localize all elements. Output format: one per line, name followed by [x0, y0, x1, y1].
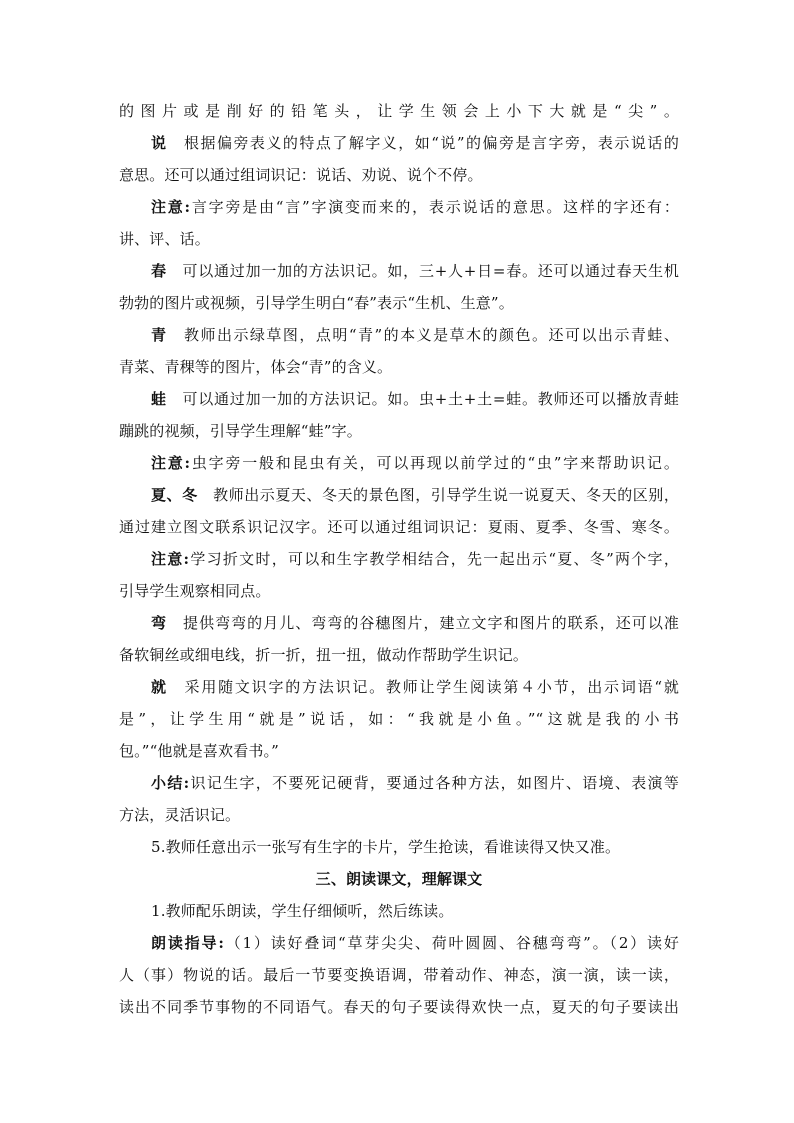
bold-term: 青 [151, 326, 168, 344]
paragraph-line: 就 采用随文识字的方法识记。教师让学生阅读第４小节，出示词语“就 [151, 678, 679, 696]
bold-term: 春 [151, 262, 167, 280]
paragraph-line: 注意:学习折文时，可以和生字教学相结合，先一起出示“夏、冬”两个字， [151, 550, 679, 568]
paragraph-line: 小结:识记生字，不要死记硬背，要通过各种方法，如图片、语境、表演等 [151, 774, 679, 792]
bold-term: 注意: [151, 198, 191, 216]
bold-term: 朗读指导: [151, 934, 225, 952]
section-heading: 三、朗读课文，理解课文 [315, 870, 483, 888]
paragraph-line: 夏、冬 教师出示夏天、冬天的景色图，引导学生说一说夏天、冬天的区别， [151, 486, 679, 504]
paragraph-line: 意思。还可以通过组词识记：说话、劝说、说个不停。 [119, 166, 483, 184]
paragraph-line: 人（事）物说的话。最后一节要变换语调，带着动作、神态，演一演，读一读， [119, 966, 679, 984]
bold-term: 蛙 [151, 390, 167, 408]
paragraph-line: 包。”“他就是喜欢看书。” [119, 742, 279, 760]
paragraph-line: 勃勃的图片或视频，引导学生明白“春”表示“生机、生意”。 [119, 294, 514, 312]
bold-term: 夏、冬 [151, 486, 198, 504]
paragraph-line: 朗读指导:（1）读好叠词“草芽尖尖、荷叶圆圆、谷穗弯弯”。（2）读好 [151, 934, 679, 952]
paragraph-line: 通过建立图文联系识记汉字。还可以通过组词识记：夏雨、夏季、冬雪、寒冬。 [119, 518, 679, 536]
paragraph-line: 读出不同季节事物的不同语气。春天的句子要读得欢快一点，夏天的句子要读出 [119, 998, 679, 1016]
paragraph-line: 是”，让学生用“就是”说话，如：“我就是小鱼。”“这就是我的小书 [119, 710, 679, 728]
paragraph-line: 方法，灵活识记。 [119, 806, 241, 824]
paragraph-line: 引导学生观察相同点。 [119, 582, 271, 600]
paragraph-line: 青 教师出示绿草图，点明“青”的本义是草木的颜色。还可以出示青蛙、 [151, 326, 679, 344]
bold-term: 就 [151, 678, 168, 696]
paragraph-line: 讲、评、话。 [119, 230, 210, 248]
paragraph-line: 的图片或是削好的铅笔头，让学生领会上小下大就是“尖”。 [119, 102, 679, 120]
paragraph-line: 说 根据偏旁表义的特点了解字义，如“说”的偏旁是言字旁，表示说话的 [151, 134, 679, 152]
paragraph-line: 注意:言字旁是由“言”字演变而来的，表示说话的意思。这样的字还有： [151, 198, 679, 216]
bold-term: 说 [151, 134, 168, 152]
paragraph-line: 春 可以通过加一加的方法识记。如，三+人+日=春。还可以通过春天生机 [151, 262, 679, 280]
bold-term: 小结: [151, 774, 190, 792]
paragraph-line: 备软铜丝或细电线，折一折，扭一扭，做动作帮助学生识记。 [119, 646, 529, 664]
paragraph-line: 弯 提供弯弯的月儿、弯弯的谷穗图片，建立文字和图片的联系，还可以准 [151, 614, 679, 632]
bold-term: 注意: [151, 454, 191, 472]
paragraph-line: 5.教师任意出示一张写有生字的卡片，学生抢读，看谁读得又快又准。 [151, 838, 621, 856]
paragraph-line: 注意:虫字旁一般和昆虫有关，可以再现以前学过的“虫”字来帮助识记。 [151, 454, 679, 472]
paragraph-line: 1.教师配乐朗读，学生仔细倾听，然后练读。 [151, 902, 454, 920]
paragraph-line: 蹦跳的视频，引导学生理解“蛙”字。 [119, 422, 362, 440]
bold-term: 注意: [151, 550, 190, 568]
bold-term: 弯 [151, 614, 168, 632]
paragraph-line: 青菜、青稞等的图片，体会“青”的含义。 [119, 358, 393, 376]
paragraph-line: 蛙 可以通过加一加的方法识记。如。虫+土+土=蛙。教师还可以播放青蛙 [151, 390, 679, 408]
